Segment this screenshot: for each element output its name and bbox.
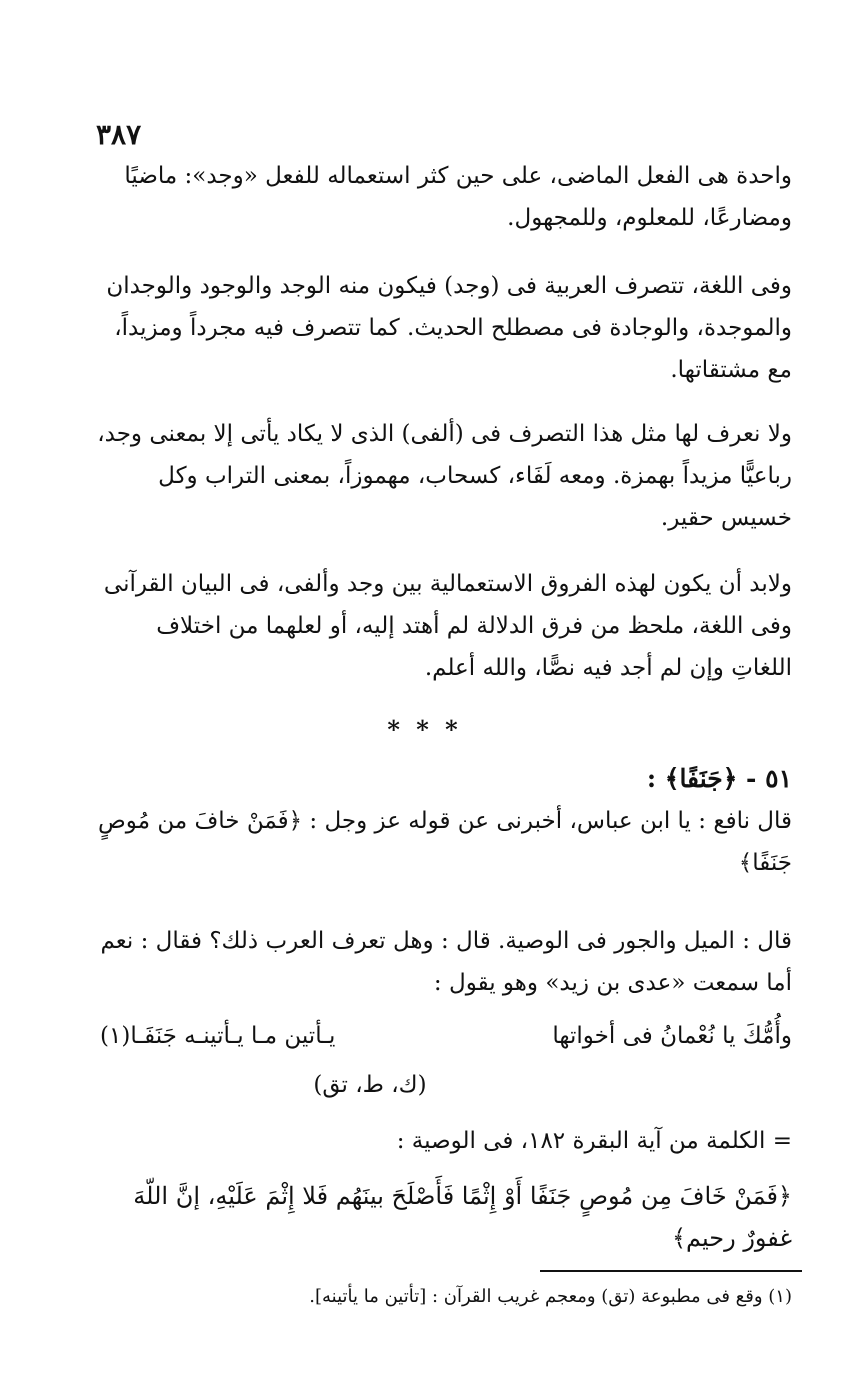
verse-first-hemistich: وأُمُّكَ يا نُعْمانُ فى أخواتها (552, 1023, 792, 1049)
entry-paragraph-question (92, 800, 792, 884)
paragraph-4 (92, 563, 792, 689)
quran-quote (92, 1175, 792, 1259)
verse-second-hemistich: يـأتين مـا يـأتينـه جَنَفَـا(١) (100, 1023, 336, 1049)
poetry-verse (100, 1015, 792, 1057)
footnote-divider (540, 1270, 802, 1272)
entry-heading: ٥١ - ﴿جَنَفًا﴾ : (646, 764, 792, 793)
page-number: ٣٨٧ (96, 118, 142, 151)
paragraph-text: ولا نعرف لها مثل هذا التصرف فى (ألفى) الذى لا يكاد يأتى إلا بمعنى وجد، رباعيًّا مزيداً بهمزة. ومعه لَفَاء، كسحاب، مهموزاً، بمعنى التراب وكل خسيس حقير. (97, 421, 792, 531)
paragraph-text: ﴿فَمَنْ خَافَ مِن مُوصٍ جَنَفًا أَوْ إِثْمًا فَأَصْلَحَ بينَهُم فَلا إِثْمَ عَلَيْهِ، إنَّ اللّهَ غفورٌ رحيم﴾ (133, 1182, 792, 1252)
footnote: (١) وقع فى مطبوعة (تق) ومعجم غريب القرآن : [تأتين ما يأتينه]. (309, 1286, 792, 1307)
paragraph-text: = الكلمة من آية البقرة ١٨٢، فى الوصية : (396, 1128, 792, 1154)
paragraph-text: ولابد أن يكون لهذه الفروق الاستعمالية بين وجد وألفى، فى البيان القرآنى وفى اللغة، ملحظ من فرق الدلالة لم أهتد إليه، أو لعلهما من اختلاف اللغاتِ وإن لم أجد فيه نصًّا، والله أعلم. (103, 571, 792, 681)
paragraph-text: قال : الميل والجور فى الوصية. قال : وهل تعرف العرب ذلك؟ فقال : نعم أما سمعت «عدى بن زيد» وهو يقول : (100, 928, 792, 996)
paragraph-text: واحدة هى الفعل الماضى، على حين كثر استعماله للفعل «وجد»: ماضيًا ومضارعًا، للمعلوم، وللمجهول. (124, 163, 792, 231)
section-separator: * * * (387, 715, 462, 744)
entry-paragraph-reference (92, 1120, 792, 1162)
paragraph-1 (92, 155, 792, 239)
verse-source: (ك، ط، تق) (313, 1072, 427, 1098)
entry-paragraph-answer (92, 920, 792, 1004)
paragraph-text: وفى اللغة، تتصرف العربية فى (وجد) فيكون منه الوجد والوجود والوجدان والموجدة، والوجادة فى مصطلح الحديث. كما تتصرف فيه مجرداً ومزيداً، مع مشتقاتها. (106, 273, 792, 383)
paragraph-2 (92, 265, 792, 391)
paragraph-3 (92, 413, 792, 539)
paragraph-text: قال نافع : يا ابن عباس، أخبرنى عن قوله عز وجل : ﴿فَمَنْ خافَ من مُوصٍ جَنَفًا﴾ (98, 808, 792, 876)
